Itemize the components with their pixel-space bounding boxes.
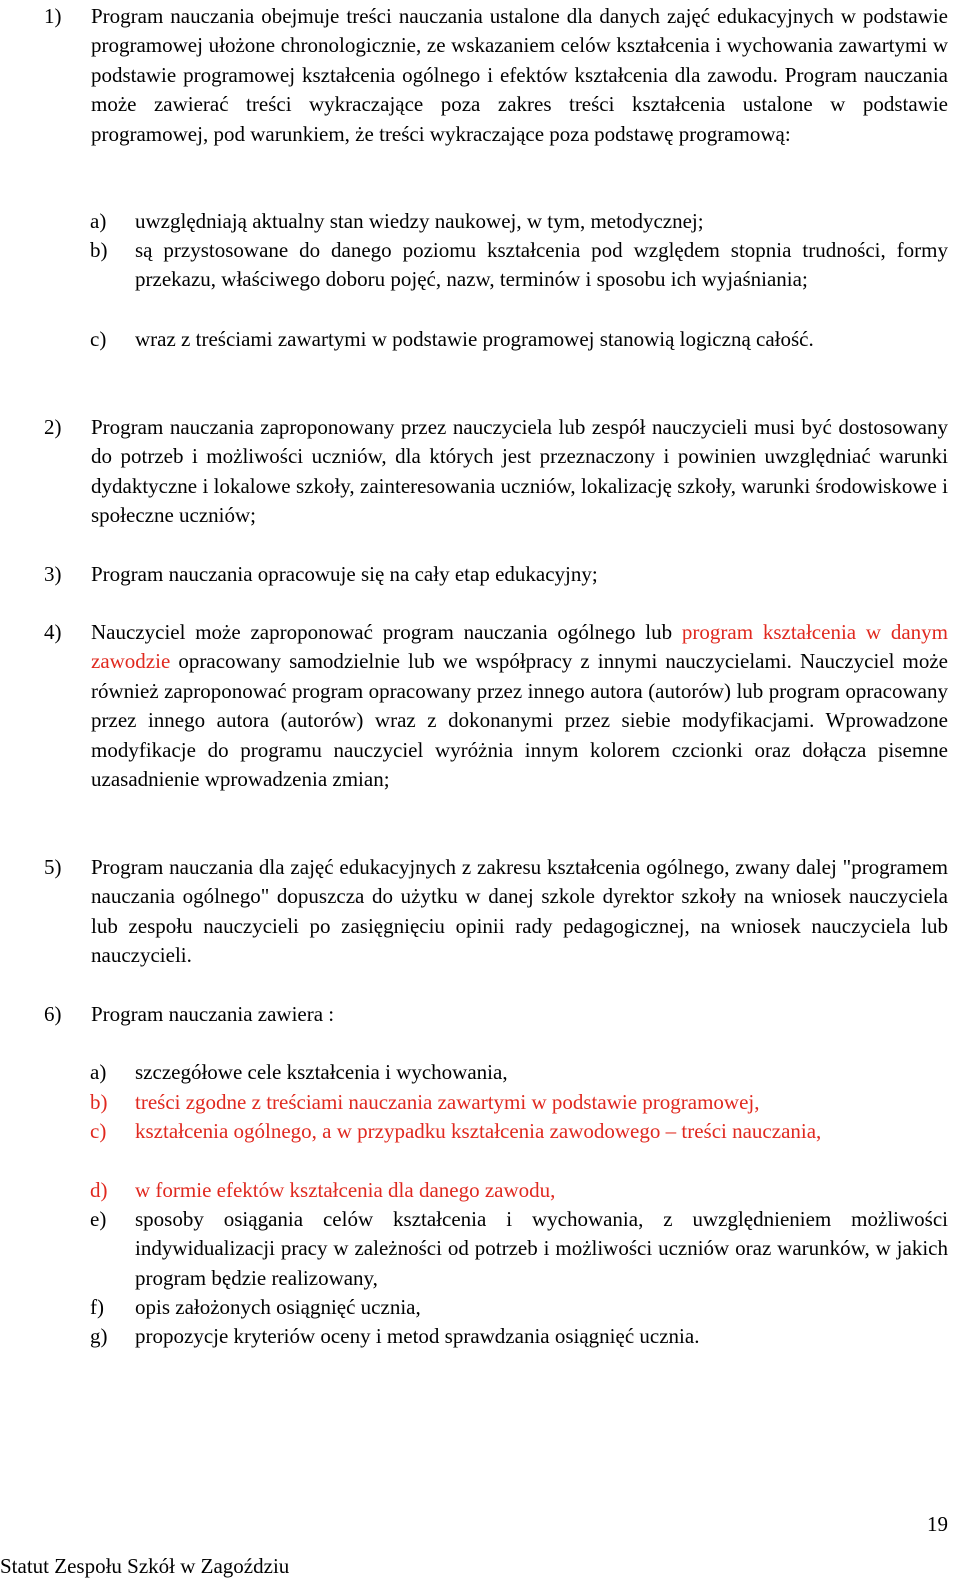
text-part: opracowany samodzielnie lub we współpracy z innymi nauczycielami. Nauczyciel może również zaproponować program opracowany przez innego autora (autorów) lub program opracowany przez innego autora (autorów) wraz z dokonanymi przez siebie modyfikacjami. Wprowadzone modyfikacje do programu nauczyciel wyróżnia innym kolorem czcionki oraz dołącza pisemne uzasadnienie wprowadzenia zmian; [91,649,948,792]
list-item-text: Program nauczania dla zajęć edukacyjnych z zakresu kształcenia ogólnego, zwany dalej "programem nauczania ogólnego" dopuszcza do użytku w danej szkole dyrektor szkoły na wniosek nauczyciela lub zespołu nauczycieli po zasięgnięciu opinii rady pedagogicznej, na wniosek nauczyciela lub nauczycieli. [91,855,948,968]
sub-item-text: opis założonych osiągnięć ucznia, [135,1295,421,1319]
list-number: 2) [44,415,62,439]
page-number: 19 [927,1512,948,1536]
list-item-text: Program nauczania zaproponowany przez nauczyciela lub zespół nauczycieli musi być dostosowany do potrzeb i możliwości uczniów, dla których jest przeznaczony i powinien uwzględniać warunki dydaktyczne i lokalowe szkoły, zainteresowania uczniów, lokalizację szkoły, warunki środowiskowe i społeczne uczniów; [91,415,948,528]
sub-item-text: sposoby osiągania celów kształcenia i wychowania, z uwzględnieniem możliwości indywidualizacji pracy w zależności od potrzeb i możliwości uczniów oraz warunków, w jakich program będzie realizowany, [135,1207,948,1290]
sub-label: b) [90,1090,108,1114]
highlighted-text: program kształcenia w danym zawodzie [91,620,948,674]
sub-label: a) [90,1060,107,1084]
list-item-text: Program nauczania obejmuje treści nauczania ustalone dla danych zajęć edukacyjnych w podstawie programowej ułożone chronologicznie, ze wskazaniem celów kształcenia i wychowania zawartymi w podstawie programowej kształcenia ogólnego i efektów kształcenia dla zawodu. Program nauczania może zawierać treści wykraczające poza zakres treści kształcenia ustalone w podstawie programowej, pod warunkiem, że treści wykraczające poza podstawę programową: [91,4,948,146]
sub-label: f) [90,1295,104,1319]
sub-item-text: wraz z treściami zawartymi w podstawie programowej stanowią logiczną całość. [135,327,814,351]
footer-title: Statut Zespołu Szkół w Zagoździu [0,1554,290,1578]
list-number: 1) [44,4,62,28]
list-number: 3) [44,562,62,586]
sub-item-text: kształcenia ogólnego, a w przypadku kształcenia zawodowego – treści nauczania, [135,1119,822,1143]
sub-label: g) [90,1324,108,1348]
sub-label: c) [90,1119,107,1143]
sub-item-text: treści zgodne z treściami nauczania zawartymi w podstawie programowej, [135,1090,760,1114]
sub-label: d) [90,1178,108,1202]
sub-item-text: uwzględniają aktualny stan wiedzy naukowej, w tym, metodycznej; [135,209,704,233]
list-number: 5) [44,855,62,879]
sub-label: a) [90,209,107,233]
sub-item-text: są przystosowane do danego poziomu kształcenia pod względem stopnia trudności, formy przekazu, właściwego doboru pojęć, nazw, terminów i sposobu ich wyjaśniania; [135,238,948,292]
sub-item-text: propozycje kryteriów oceny i metod sprawdzania osiągnięć ucznia. [135,1324,700,1348]
list-item-text: Program nauczania opracowuje się na cały etap edukacyjny; [91,562,598,586]
sub-label: e) [90,1207,107,1231]
sub-label: c) [90,327,107,351]
list-item-text [91,618,948,794]
sub-item-text: w formie efektów kształcenia dla danego zawodu, [135,1178,556,1202]
list-number: 6) [44,1002,62,1026]
text-part: Nauczyciel może zaproponować program nauczania ogólnego lub [91,620,682,644]
list-number: 4) [44,620,62,644]
sub-item-text: szczegółowe cele kształcenia i wychowania, [135,1060,508,1084]
list-item-text: Program nauczania zawiera : [91,1002,335,1026]
sub-label: b) [90,238,108,262]
